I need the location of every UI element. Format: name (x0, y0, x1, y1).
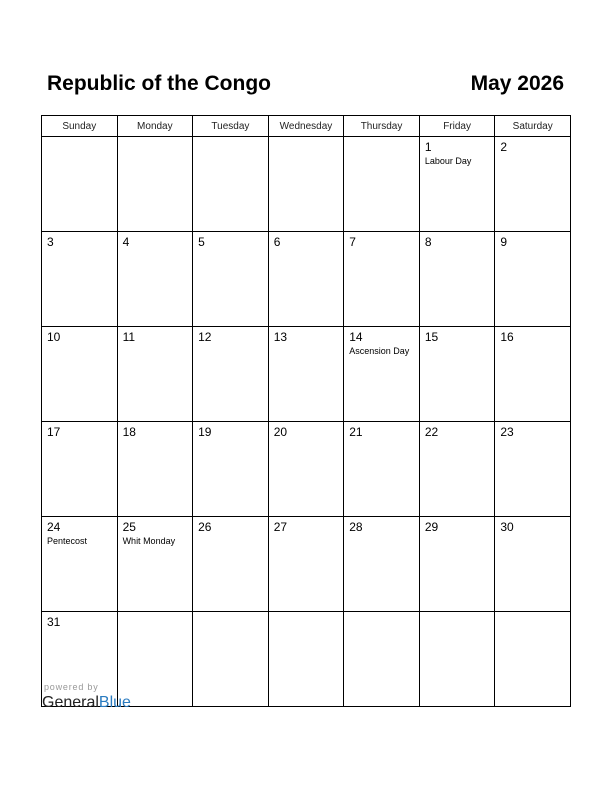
day-number: 12 (198, 330, 212, 344)
day-cell (193, 137, 269, 232)
day-cell (419, 612, 495, 707)
day-cell (193, 517, 269, 612)
day-cell (193, 422, 269, 517)
calendar-grid (41, 115, 571, 707)
day-cell (419, 232, 495, 327)
day-number: 1 (424, 140, 432, 154)
week-row (42, 517, 571, 612)
weekday-header: Friday (419, 116, 495, 137)
weekday-header: Tuesday (193, 116, 269, 137)
brand-text-general: General (42, 694, 99, 711)
holiday-label: Ascension Day (349, 346, 410, 356)
day-cell (42, 327, 118, 422)
day-number: 18 (122, 425, 136, 439)
day-cell (117, 137, 193, 232)
day-cell (344, 137, 420, 232)
day-number: 28 (349, 520, 363, 534)
day-number: 25 (122, 520, 136, 534)
week-row (42, 137, 571, 232)
day-number: 24 (47, 520, 61, 534)
day-number: 9 (500, 235, 508, 249)
weekday-header: Sunday (42, 116, 118, 137)
day-number: 29 (424, 520, 439, 534)
holiday-label: Pentecost (47, 536, 88, 546)
day-cell (495, 327, 571, 422)
day-number: 23 (500, 425, 514, 439)
week-row (42, 612, 571, 707)
day-number: 2 (500, 140, 508, 154)
day-cell (117, 232, 193, 327)
day-number: 30 (500, 520, 514, 534)
powered-by-label: powered by (44, 682, 99, 692)
day-cell (344, 422, 420, 517)
day-cell (419, 517, 495, 612)
weekday-header-row (42, 116, 571, 137)
day-cell (117, 517, 193, 612)
day-cell (495, 612, 571, 707)
day-cell (42, 612, 118, 707)
day-cell (268, 422, 344, 517)
country-title: Republic of the Congo (47, 72, 271, 95)
day-number: 10 (47, 330, 61, 344)
day-number: 15 (424, 330, 439, 344)
day-number: 21 (349, 425, 363, 439)
day-number: 16 (500, 330, 514, 344)
day-number: 27 (273, 520, 288, 534)
day-cell (193, 232, 269, 327)
day-number: 26 (198, 520, 212, 534)
day-cell (419, 137, 495, 232)
day-cell (419, 422, 495, 517)
day-cell (344, 327, 420, 422)
day-number: 13 (273, 330, 288, 344)
brand-logo[interactable] (42, 694, 131, 712)
day-number: 3 (47, 235, 54, 249)
day-cell (42, 232, 118, 327)
day-cell (495, 137, 571, 232)
weekday-header: Saturday (495, 116, 571, 137)
month-title: May 2026 (470, 72, 564, 95)
day-cell (268, 232, 344, 327)
day-number: 8 (424, 235, 432, 249)
day-cell (117, 327, 193, 422)
day-number: 22 (424, 425, 439, 439)
day-cell (42, 137, 118, 232)
day-cell (344, 612, 420, 707)
day-cell (495, 422, 571, 517)
day-cell (42, 422, 118, 517)
week-row (42, 232, 571, 327)
day-cell (268, 137, 344, 232)
day-cell (42, 517, 118, 612)
day-number: 7 (349, 235, 356, 249)
day-number: 5 (198, 235, 205, 249)
day-cell (419, 327, 495, 422)
week-row (42, 327, 571, 422)
day-number: 6 (273, 235, 281, 249)
weekday-header: Thursday (344, 116, 420, 137)
holiday-label: Whit Monday (122, 536, 176, 546)
weekday-header: Monday (117, 116, 193, 137)
day-cell (268, 327, 344, 422)
day-cell (268, 517, 344, 612)
day-number: 4 (122, 235, 130, 249)
day-number: 17 (47, 425, 61, 439)
day-number: 19 (198, 425, 212, 439)
day-number: 14 (349, 330, 363, 344)
day-cell (344, 232, 420, 327)
holiday-label: Labour Day (424, 156, 472, 166)
day-cell (117, 422, 193, 517)
brand-text-blue: Blue (98, 694, 131, 711)
day-cell (117, 612, 193, 707)
day-number: 20 (273, 425, 288, 439)
week-row (42, 422, 571, 517)
day-cell (344, 517, 420, 612)
day-cell (193, 612, 269, 707)
day-number: 11 (122, 330, 136, 344)
day-cell (495, 517, 571, 612)
day-cell (268, 612, 344, 707)
day-cell (495, 232, 571, 327)
day-number: 31 (47, 615, 61, 629)
weekday-header: Wednesday (268, 116, 344, 137)
day-cell (193, 327, 269, 422)
